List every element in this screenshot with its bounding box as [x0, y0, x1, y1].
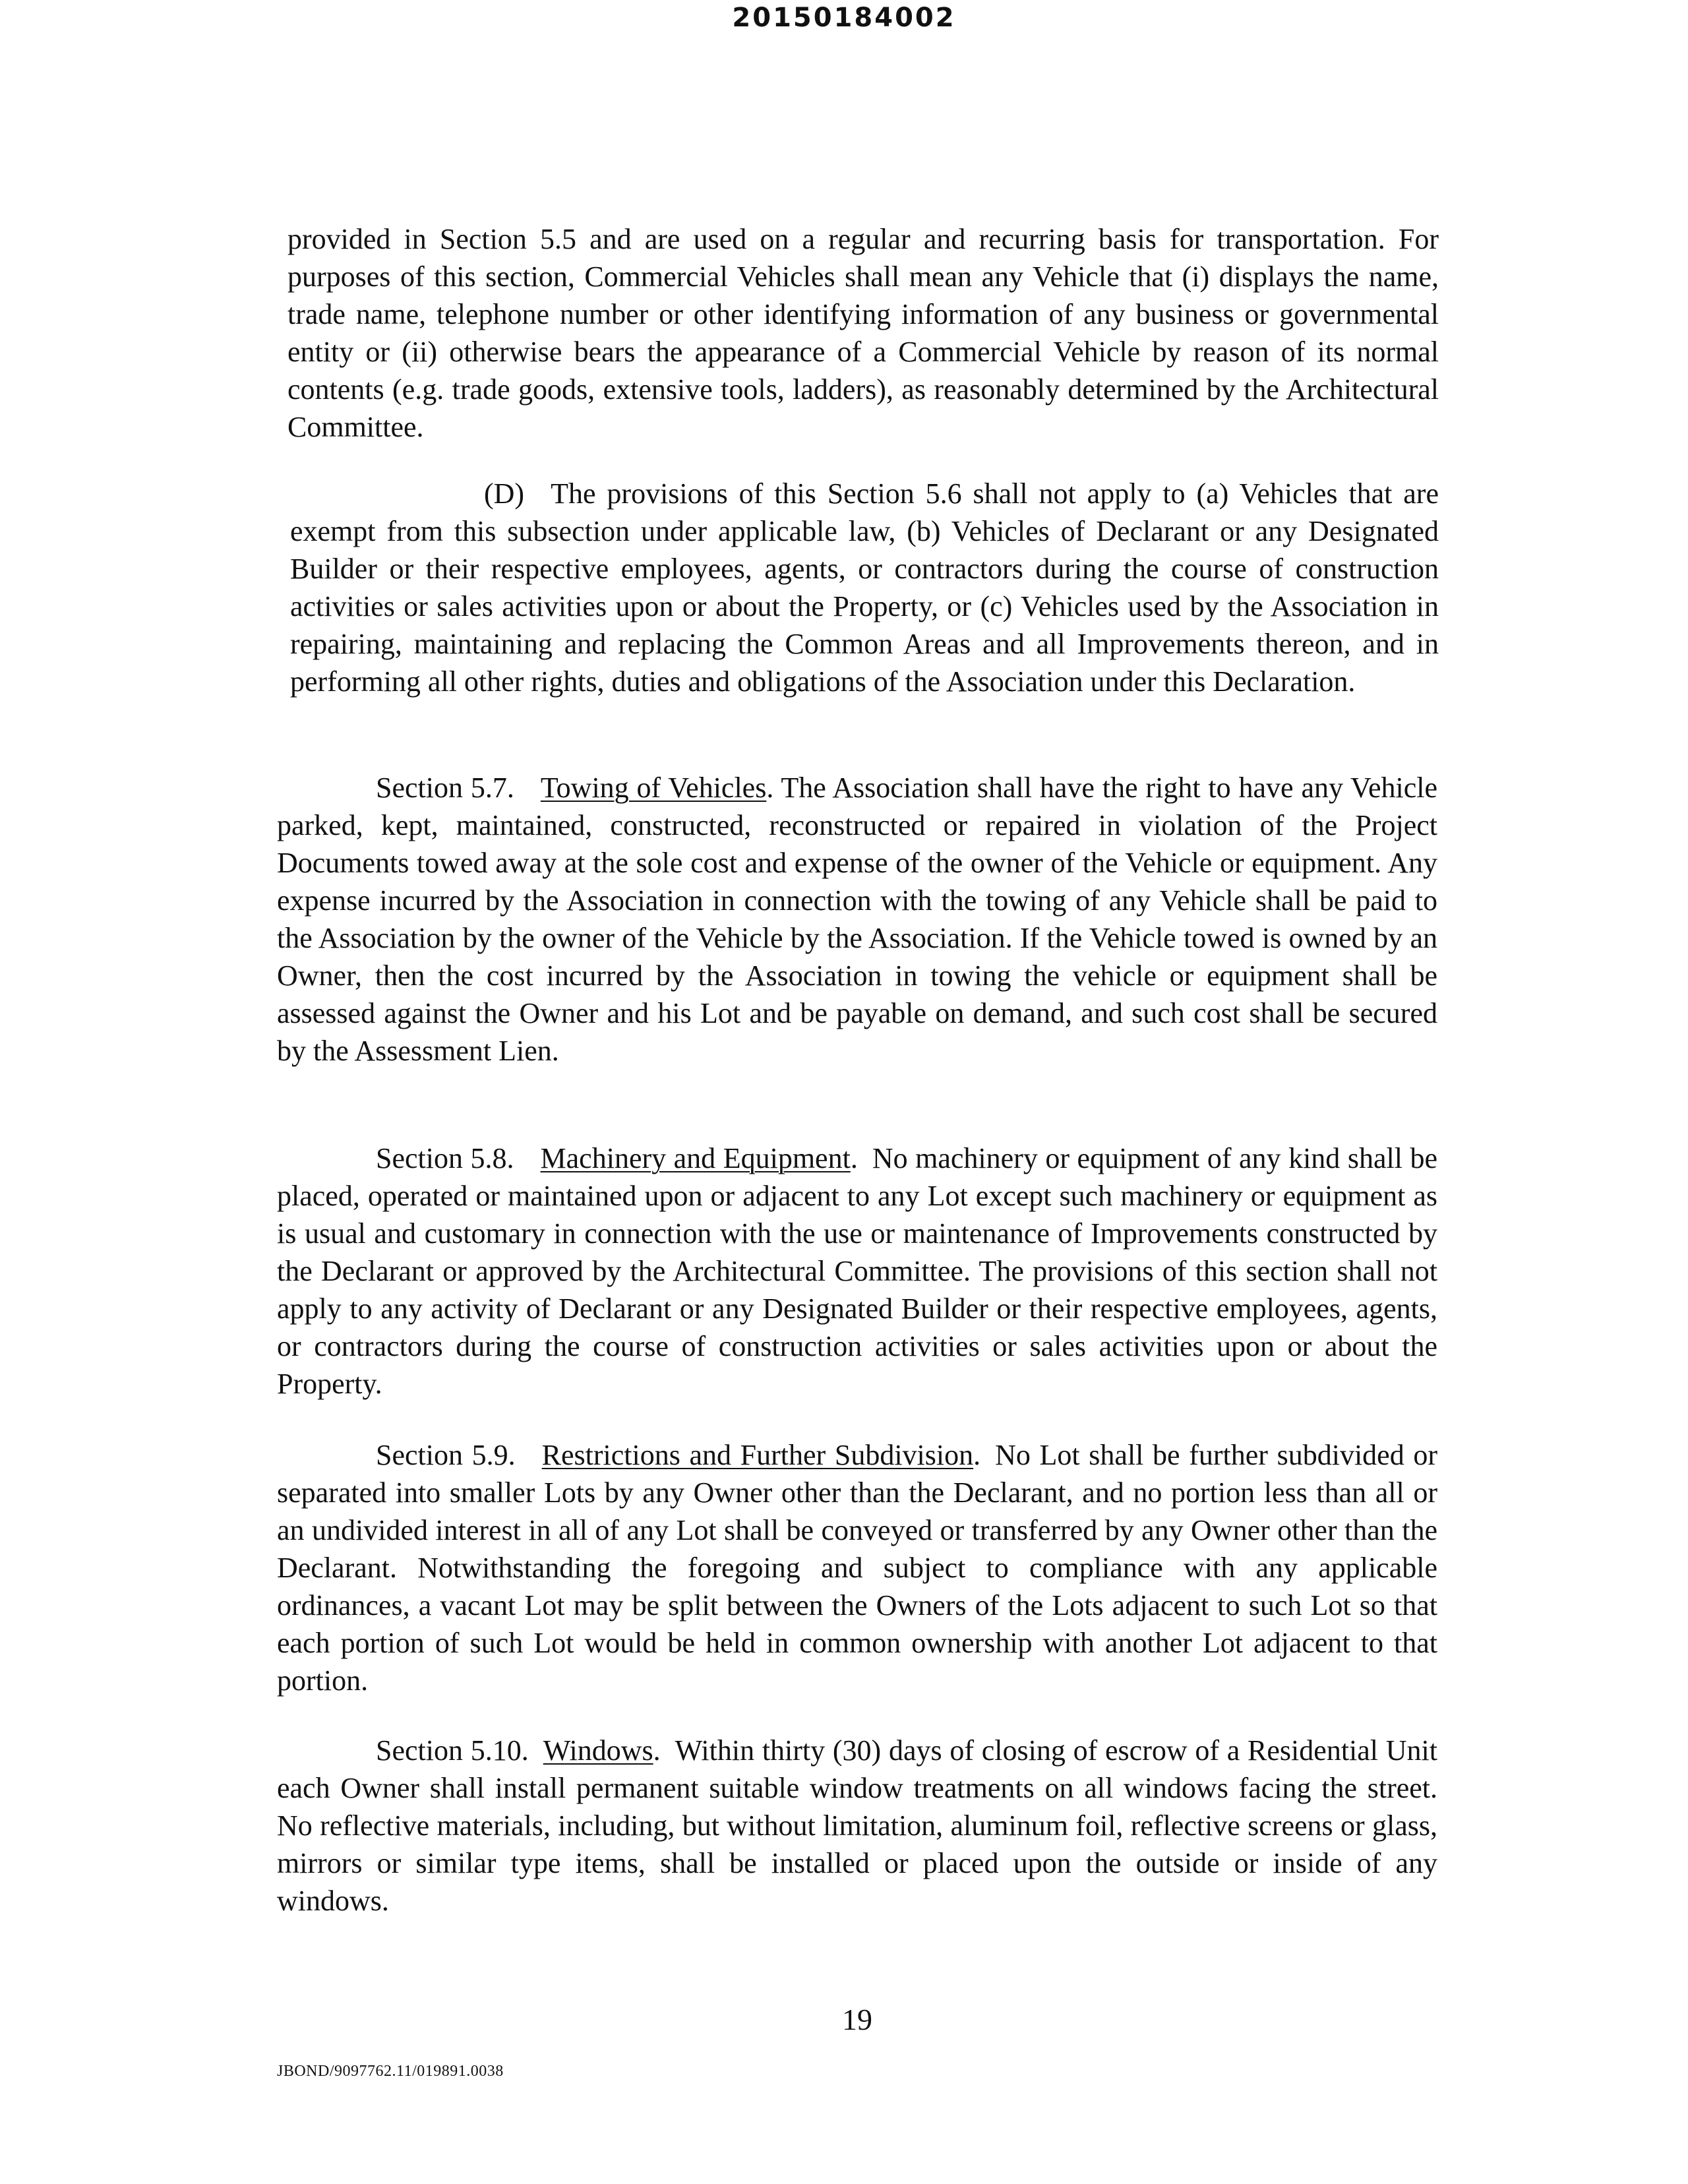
- section-5-7-towing-of-vehicles: [277, 769, 1437, 1070]
- paragraph-text: Within thirty (30) days of closing of escrow of a Residential Unit each Owner shall install permanent suitable window treatments on all windows facing the street. No reflective materials, including, but without limitation, aluminum foil, reflective screens or glass, mirrors or similar type items, shall be installed or placed upon the outside or inside of any windows.: [277, 1734, 1437, 1917]
- paragraph-body: Section 5.9. Restrictions and Further Subdivision. No Lot shall be further subdivided or separated into smaller Lots by any Owner other than the Declarant, and no portion less than all or an undivided interest in all of any Lot shall be conveyed or transferred by any Owner other than the Declarant. Notwithstanding the foregoing and subject to compliance with any applicable ordinances, a vacant Lot may be split between the Owners of the Lots adjacent to such Lot so that each portion of such Lot would be held in common ownership with another Lot adjacent to that portion.: [277, 1439, 1437, 1697]
- paragraph-body: [290, 475, 1439, 700]
- section-5-8-machinery-and-equipment: [277, 1139, 1437, 1403]
- document-number: 20150184002: [732, 3, 956, 33]
- paragraph-text: No Lot shall be further subdivided or separated into smaller Lots by any Owner other than the Declarant, and no portion less than all or an undivided interest in all of any Lot shall be conveyed or transferred by any Owner other than the Declarant. Notwithstanding the foregoing and subject to compliance with any applicable ordinances, a vacant Lot may be split between the Owners of the Lots adjacent to such Lot so that each portion of such Lot would be held in common ownership with another Lot adjacent to that portion.: [277, 1439, 1437, 1697]
- paragraph-subsection-d: [290, 475, 1439, 700]
- section-number: Section 5.9.: [376, 1439, 516, 1471]
- section-5-10-windows: [277, 1732, 1437, 1920]
- paragraph-commercial-vehicles-continued: [287, 220, 1439, 446]
- paragraph-text: The provisions of this Section 5.6 shall not apply to (a) Vehicles that are exempt from this subsection under applicable law, (b) Vehicles of Declarant or any Designated Builder or their respective employees, agents, or contractors during the course of construction activities or sales activities upon or about the Property, or (c) Vehicles used by the Association in repairing, maintaining and replacing the Common Areas and all Improvements thereon, and in performing all other rights, duties and obligations of the Association under this Declaration.: [290, 477, 1439, 698]
- section-heading: Restrictions and Further Subdivision: [541, 1439, 974, 1471]
- subsection-label: (D): [484, 477, 525, 510]
- paragraph-text: The Association shall have the right to have any Vehicle parked, kept, maintained, constructed, reconstructed or repaired in violation of the Project Documents towed away at the sole cost and expense of the owner of the Vehicle or equipment. Any expense incurred by the Association in connection with the towing of any Vehicle shall be paid to the Association by the owner of the Vehicle by the Association. If the Vehicle towed is owned by an Owner, then the cost incurred by the Association in towing the vehicle or equipment shall be assessed against the Owner and his Lot and be payable on demand, and such cost shall be secured by the Assessment Lien.: [277, 772, 1437, 1067]
- section-heading: Machinery and Equipment: [540, 1142, 851, 1174]
- section-heading: Windows: [543, 1734, 653, 1767]
- paragraph-body: Section 5.8. Machinery and Equipment. No machinery or equipment of any kind shall be placed, operated or maintained upon or adjacent to any Lot except such machinery or equipment as is usual and customary in connection with the use or maintenance of Improvements constructed by the Declarant or approved by the Architectural Committee. The provisions of this section shall not apply to any activity of Declarant or any Designated Builder or their respective employees, agents, or contractors during the course of construction activities or sales activities upon or about the Property.: [277, 1142, 1438, 1400]
- section-5-9-restrictions-and-further-subdivision: [277, 1436, 1437, 1699]
- paragraph-text: provided in Section 5.5 and are used on a regular and recurring basis for transportation. For purposes of this section, Commercial Vehicles shall mean any Vehicle that (i) displays the name, trade name, telephone number or other identifying information of any business or governmental entity or (ii) otherwise bears the appearance of a Commercial Vehicle by reason of its normal contents (e.g. trade goods, extensive tools, ladders), as reasonably determined by the Architectural Committee.: [287, 223, 1439, 443]
- paragraph-text: No machinery or equipment of any kind shall be placed, operated or maintained upon or adjacent to any Lot except such machinery or equipment as is usual and customary in connection with the use or maintenance of Improvements constructed by the Declarant or approved by the Architectural Committee. The provisions of this section shall not apply to any activity of Declarant or any Designated Builder or their respective employees, agents, or contractors during the course of construction activities or sales activities upon or about the Property.: [277, 1142, 1438, 1400]
- paragraph-body: Section 5.10. Windows. Within thirty (30) days of closing of escrow of a Residential Unit each Owner shall install permanent suitable window treatments on all windows facing the street. No reflective materials, including, but without limitation, aluminum foil, reflective screens or glass, mirrors or similar type items, shall be installed or placed upon the outside or inside of any windows.: [277, 1734, 1437, 1917]
- section-number: Section 5.8.: [376, 1142, 514, 1174]
- section-number: Section 5.10.: [376, 1734, 529, 1767]
- section-number: Section 5.7.: [376, 772, 514, 804]
- footer-document-id: JBOND/9097762.11/019891.0038: [277, 2063, 504, 2080]
- page-number: 19: [842, 2003, 872, 2036]
- paragraph-body: Section 5.7. Towing of Vehicles. The Association shall have the right to have any Vehicle parked, kept, maintained, constructed, reconstructed or repaired in violation of the Project Documents towed away at the sole cost and expense of the owner of the Vehicle or equipment. Any expense incurred by the Association in connection with the towing of any Vehicle shall be paid to the Association by the owner of the Vehicle by the Association. If the Vehicle towed is owned by an Owner, then the cost incurred by the Association in towing the vehicle or equipment shall be assessed against the Owner and his Lot and be payable on demand, and such cost shall be secured by the Assessment Lien.: [277, 772, 1437, 1067]
- section-heading: Towing of Vehicles: [540, 772, 767, 804]
